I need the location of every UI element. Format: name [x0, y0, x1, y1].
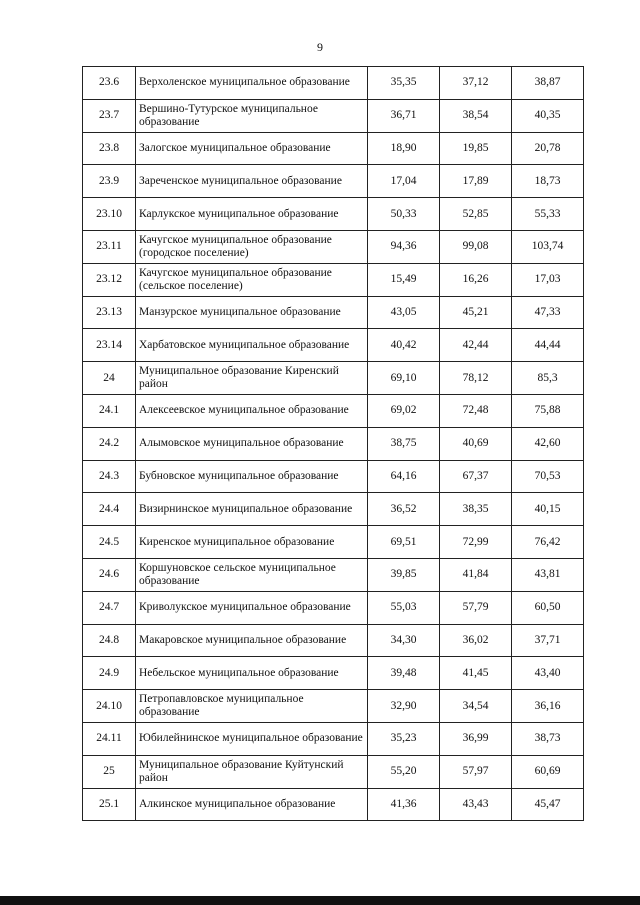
- municipality-name-cell: Юбилейнинское муниципальное образование: [136, 722, 368, 755]
- value-cell-2: 72,48: [440, 394, 512, 427]
- municipality-name-cell: Петропавловское муниципальное образование: [136, 690, 368, 723]
- value-cell-2: 45,21: [440, 296, 512, 329]
- municipality-name-cell: Манзурское муниципальное образование: [136, 296, 368, 329]
- municipality-name-cell: Вершино-Тутурское муниципальное образование: [136, 99, 368, 132]
- municipality-name-cell: Алексеевское муниципальное образование: [136, 394, 368, 427]
- table-row: [83, 329, 584, 362]
- row-number-cell: 25: [83, 755, 136, 788]
- municipality-name-cell: Бубновское муниципальное образование: [136, 460, 368, 493]
- value-cell-3: 18,73: [512, 165, 584, 198]
- value-cell-1: 17,04: [368, 165, 440, 198]
- value-cell-1: 94,36: [368, 230, 440, 263]
- table-row: [83, 460, 584, 493]
- value-cell-1: 15,49: [368, 263, 440, 296]
- value-cell-2: 57,97: [440, 755, 512, 788]
- value-cell-3: 37,71: [512, 624, 584, 657]
- value-cell-1: 36,71: [368, 99, 440, 132]
- row-number-cell: 24.11: [83, 722, 136, 755]
- row-number-cell: 24.5: [83, 526, 136, 559]
- value-cell-1: 50,33: [368, 198, 440, 231]
- value-cell-2: 19,85: [440, 132, 512, 165]
- value-cell-3: 85,3: [512, 362, 584, 395]
- table-row: [83, 493, 584, 526]
- value-cell-1: 40,42: [368, 329, 440, 362]
- row-number-cell: 24.9: [83, 657, 136, 690]
- value-cell-1: 32,90: [368, 690, 440, 723]
- value-cell-3: 75,88: [512, 394, 584, 427]
- value-cell-2: 41,84: [440, 558, 512, 591]
- municipality-name-cell: Алымовское муниципальное образование: [136, 427, 368, 460]
- table-row: [83, 624, 584, 657]
- value-cell-1: 18,90: [368, 132, 440, 165]
- table-row: [83, 427, 584, 460]
- page-number: 9: [317, 40, 323, 54]
- table-row: [83, 526, 584, 559]
- value-cell-2: 99,08: [440, 230, 512, 263]
- value-cell-2: 41,45: [440, 657, 512, 690]
- value-cell-3: 44,44: [512, 329, 584, 362]
- table-row: [83, 558, 584, 591]
- value-cell-3: 55,33: [512, 198, 584, 231]
- value-cell-1: 55,20: [368, 755, 440, 788]
- municipality-name-cell: Муниципальное образование Куйтунский район: [136, 755, 368, 788]
- value-cell-3: 20,78: [512, 132, 584, 165]
- value-cell-2: 78,12: [440, 362, 512, 395]
- table-row: [83, 690, 584, 723]
- municipality-name-cell: Криволукское муниципальное образование: [136, 591, 368, 624]
- row-number-cell: 24.2: [83, 427, 136, 460]
- row-number-cell: 24.8: [83, 624, 136, 657]
- value-cell-3: 17,03: [512, 263, 584, 296]
- value-cell-2: 43,43: [440, 788, 512, 821]
- table-row: [83, 230, 584, 263]
- table-row: [83, 67, 584, 100]
- value-cell-2: 67,37: [440, 460, 512, 493]
- table-row: [83, 591, 584, 624]
- value-cell-1: 35,23: [368, 722, 440, 755]
- value-cell-1: 41,36: [368, 788, 440, 821]
- municipality-name-cell: Коршуновское сельское муниципальное образование: [136, 558, 368, 591]
- value-cell-1: 35,35: [368, 67, 440, 100]
- value-cell-2: 36,02: [440, 624, 512, 657]
- table-row: [83, 165, 584, 198]
- scan-bottom-border: [0, 896, 640, 905]
- value-cell-3: 36,16: [512, 690, 584, 723]
- value-cell-2: 52,85: [440, 198, 512, 231]
- row-number-cell: 23.12: [83, 263, 136, 296]
- row-number-cell: 24.1: [83, 394, 136, 427]
- row-number-cell: 23.10: [83, 198, 136, 231]
- value-cell-3: 60,50: [512, 591, 584, 624]
- row-number-cell: 24.4: [83, 493, 136, 526]
- data-table: [82, 66, 584, 821]
- row-number-cell: 23.6: [83, 67, 136, 100]
- value-cell-1: 38,75: [368, 427, 440, 460]
- municipality-name-cell: Качугское муниципальное образование (сельское поселение): [136, 263, 368, 296]
- value-cell-2: 40,69: [440, 427, 512, 460]
- value-cell-2: 72,99: [440, 526, 512, 559]
- municipality-name-cell: Муниципальное образование Киренский район: [136, 362, 368, 395]
- value-cell-2: 57,79: [440, 591, 512, 624]
- row-number-cell: 24: [83, 362, 136, 395]
- municipality-name-cell: Залогское муниципальное образование: [136, 132, 368, 165]
- row-number-cell: 23.13: [83, 296, 136, 329]
- value-cell-3: 38,87: [512, 67, 584, 100]
- value-cell-3: 60,69: [512, 755, 584, 788]
- table-row: [83, 722, 584, 755]
- municipality-name-cell: Киренское муниципальное образование: [136, 526, 368, 559]
- value-cell-1: 64,16: [368, 460, 440, 493]
- table-body: [83, 67, 584, 821]
- table-row: [83, 263, 584, 296]
- value-cell-1: 69,02: [368, 394, 440, 427]
- row-number-cell: 23.14: [83, 329, 136, 362]
- municipality-name-cell: Качугское муниципальное образование (городское поселение): [136, 230, 368, 263]
- value-cell-1: 69,51: [368, 526, 440, 559]
- value-cell-3: 43,40: [512, 657, 584, 690]
- municipality-name-cell: Небельское муниципальное образование: [136, 657, 368, 690]
- row-number-cell: 25.1: [83, 788, 136, 821]
- value-cell-1: 36,52: [368, 493, 440, 526]
- value-cell-3: 40,35: [512, 99, 584, 132]
- municipality-name-cell: Алкинское муниципальное образование: [136, 788, 368, 821]
- value-cell-1: 55,03: [368, 591, 440, 624]
- value-cell-3: 76,42: [512, 526, 584, 559]
- table-row: [83, 755, 584, 788]
- table-row: [83, 362, 584, 395]
- municipality-name-cell: Визирнинское муниципальное образование: [136, 493, 368, 526]
- value-cell-1: 34,30: [368, 624, 440, 657]
- value-cell-2: 17,89: [440, 165, 512, 198]
- row-number-cell: 23.9: [83, 165, 136, 198]
- value-cell-2: 36,99: [440, 722, 512, 755]
- value-cell-2: 38,54: [440, 99, 512, 132]
- row-number-cell: 24.6: [83, 558, 136, 591]
- value-cell-1: 39,48: [368, 657, 440, 690]
- municipality-name-cell: Макаровское муниципальное образование: [136, 624, 368, 657]
- table-row: [83, 657, 584, 690]
- municipality-name-cell: Зареченское муниципальное образование: [136, 165, 368, 198]
- row-number-cell: 24.7: [83, 591, 136, 624]
- value-cell-3: 42,60: [512, 427, 584, 460]
- value-cell-2: 37,12: [440, 67, 512, 100]
- row-number-cell: 24.10: [83, 690, 136, 723]
- row-number-cell: 23.7: [83, 99, 136, 132]
- row-number-cell: 24.3: [83, 460, 136, 493]
- value-cell-1: 43,05: [368, 296, 440, 329]
- row-number-cell: 23.11: [83, 230, 136, 263]
- row-number-cell: 23.8: [83, 132, 136, 165]
- value-cell-3: 103,74: [512, 230, 584, 263]
- value-cell-1: 69,10: [368, 362, 440, 395]
- municipality-name-cell: Верхоленское муниципальное образование: [136, 67, 368, 100]
- municipality-name-cell: Карлукское муниципальное образование: [136, 198, 368, 231]
- value-cell-3: 70,53: [512, 460, 584, 493]
- value-cell-2: 42,44: [440, 329, 512, 362]
- table-row: [83, 132, 584, 165]
- table-row: [83, 788, 584, 821]
- value-cell-2: 38,35: [440, 493, 512, 526]
- table-row: [83, 394, 584, 427]
- value-cell-3: 40,15: [512, 493, 584, 526]
- table-row: [83, 198, 584, 231]
- municipality-name-cell: Харбатовское муниципальное образование: [136, 329, 368, 362]
- value-cell-3: 47,33: [512, 296, 584, 329]
- value-cell-3: 45,47: [512, 788, 584, 821]
- value-cell-1: 39,85: [368, 558, 440, 591]
- value-cell-3: 38,73: [512, 722, 584, 755]
- value-cell-2: 16,26: [440, 263, 512, 296]
- value-cell-3: 43,81: [512, 558, 584, 591]
- table-row: [83, 99, 584, 132]
- value-cell-2: 34,54: [440, 690, 512, 723]
- table-row: [83, 296, 584, 329]
